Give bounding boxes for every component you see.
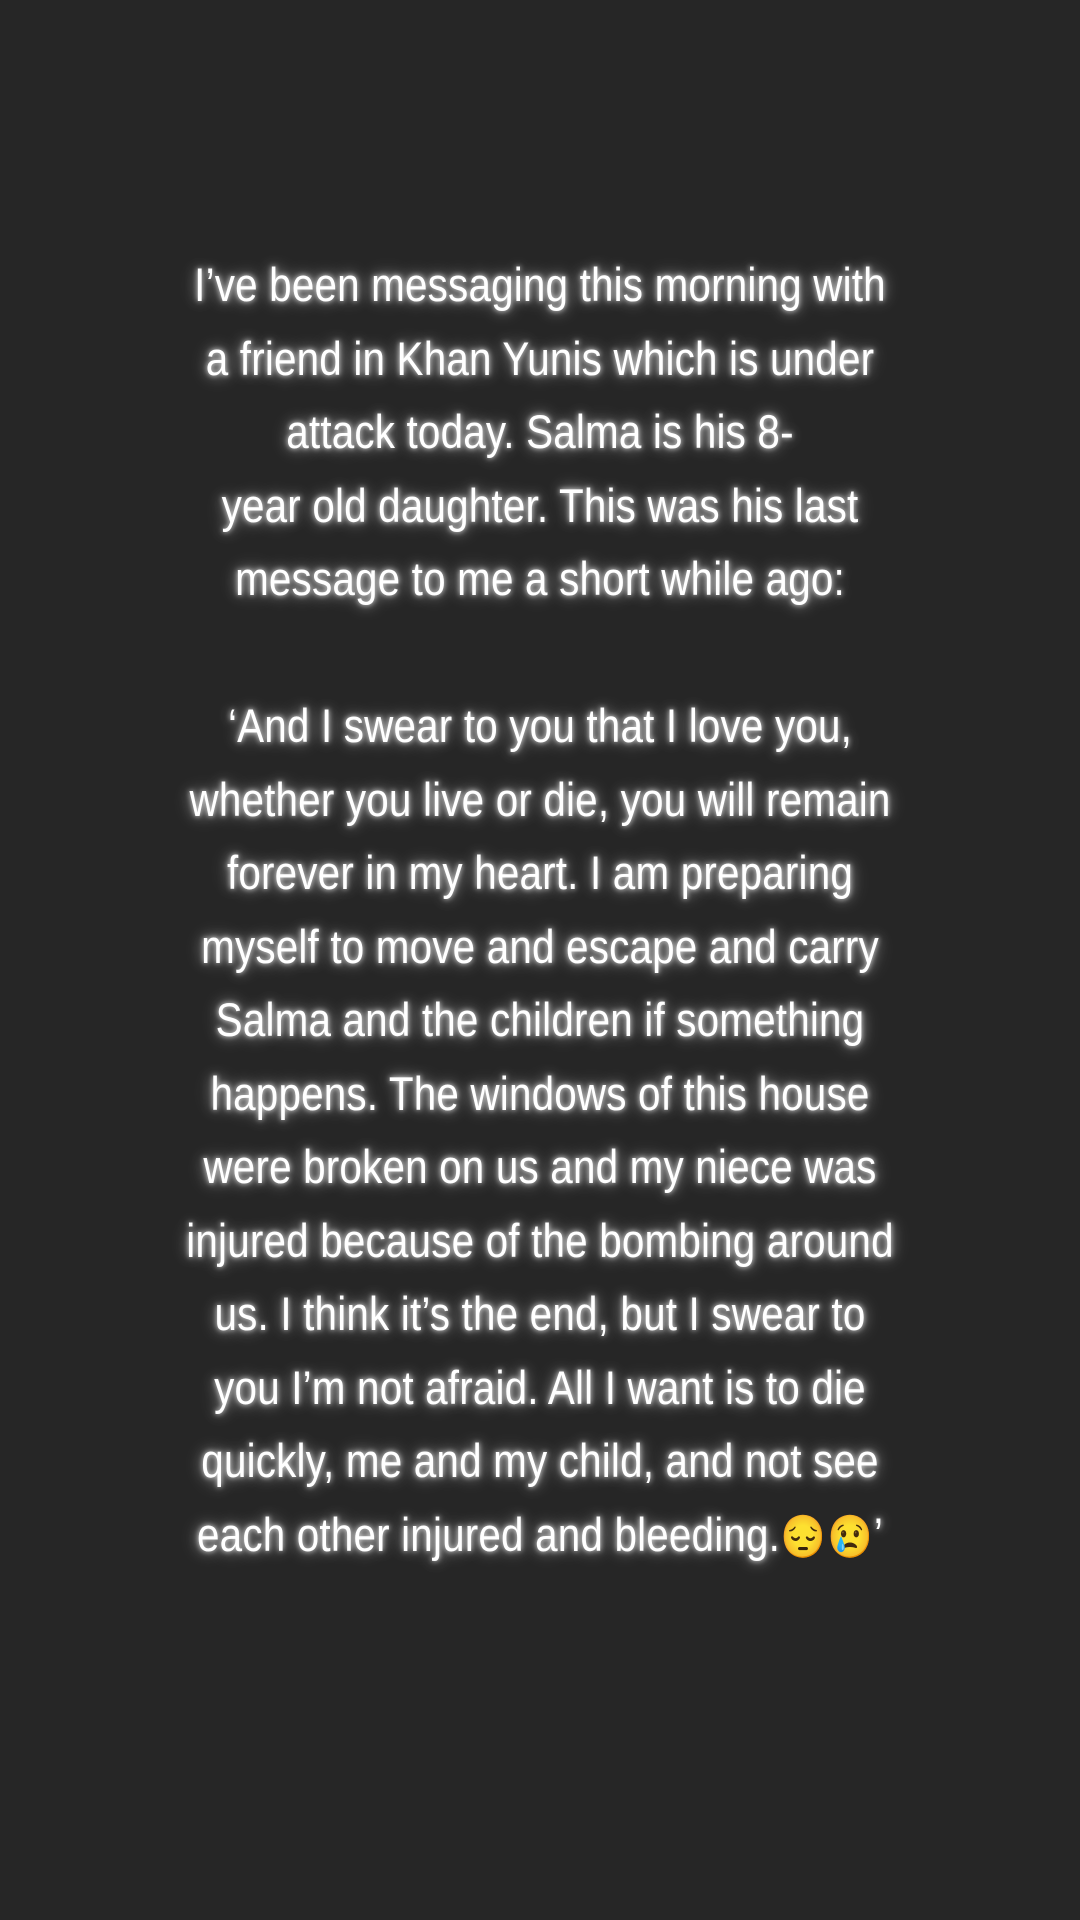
paragraph-gap: [76, 616, 1005, 690]
story-text: [76, 248, 1005, 1573]
quote-line-7: were broken on us and my niece was: [203, 1140, 877, 1193]
crying-face-icon: 😢: [827, 1512, 873, 1560]
intro-line-5: message to me a short while ago:: [235, 552, 845, 605]
final-line-text: each other injured and bleeding.: [197, 1507, 781, 1561]
quote-line-final: [76, 1498, 1005, 1574]
quote-line-3: forever in my heart. I am preparing: [226, 846, 854, 899]
closing-quote: ’: [873, 1507, 883, 1561]
intro-line-1: I’ve been messaging this morning with: [194, 258, 886, 311]
quote-line-1: ‘And I swear to you that I love you,: [227, 699, 853, 752]
quote-line-11: quickly, me and my child, and not see: [201, 1434, 879, 1487]
intro-line-3: attack today. Salma is his 8-: [286, 405, 794, 458]
pensive-face-icon: 😔: [780, 1512, 827, 1560]
intro-line-2: a friend in Khan Yunis which is under: [205, 331, 875, 385]
quote-line-4: myself to move and escape and carry: [201, 919, 879, 973]
quote-line-5: Salma and the children if something: [215, 993, 865, 1046]
quote-line-2: whether you live or die, you will remain: [189, 772, 891, 826]
intro-line-4: year old daughter. This was his last: [221, 478, 859, 532]
quote-line-10: you I’m not afraid. All I want is to die: [214, 1360, 866, 1414]
quote-line-9: us. I think it’s the end, but I swear to: [214, 1287, 866, 1340]
quote-line-8: injured because of the bombing around: [186, 1213, 894, 1267]
quote-line-6: happens. The windows of this house: [210, 1066, 870, 1120]
